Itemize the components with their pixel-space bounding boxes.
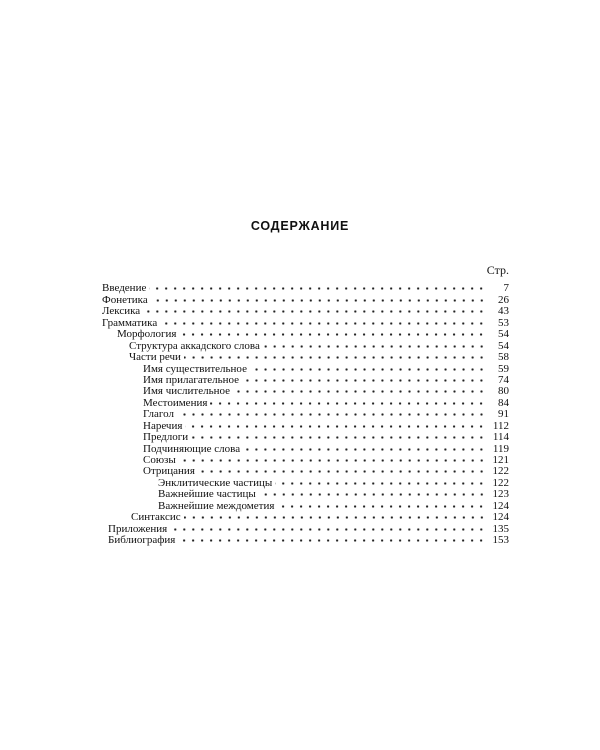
dot-leader <box>149 280 486 291</box>
toc-entry-label: Имя числительное <box>143 386 233 397</box>
toc-entry-label: Предлоги <box>143 432 191 443</box>
table-of-contents <box>102 263 510 547</box>
toc-entry-page: 122 <box>486 466 510 477</box>
page-title: СОДЕРЖАНИЕ <box>250 219 350 233</box>
toc-entry-vvedenie <box>102 280 510 295</box>
dot-leader <box>191 429 486 440</box>
toc-entry-label: Местоимения <box>143 398 210 409</box>
toc-entry-page: 122 <box>486 478 510 489</box>
toc-entry-label: Энклитические частицы <box>158 478 275 489</box>
dot-leader <box>179 326 486 337</box>
toc-entry-label: Глагол <box>143 409 177 420</box>
toc-entry-page: 80 <box>486 386 510 397</box>
toc-entry-label: Синтаксис <box>117 512 184 523</box>
toc-entry-vazhneyshie-chasticy <box>102 486 510 501</box>
dot-leader <box>177 406 486 417</box>
toc-entry-page: 123 <box>486 489 510 500</box>
dot-leader <box>143 303 486 314</box>
dot-leader <box>243 440 486 451</box>
dot-leader <box>259 486 486 497</box>
toc-entry-leksika <box>102 303 510 318</box>
toc-entry-label: Части речи <box>129 352 184 363</box>
dot-leader <box>233 383 486 394</box>
dot-leader <box>250 360 486 371</box>
page-column-header: Стр. <box>486 263 509 277</box>
toc-list <box>102 280 510 547</box>
toc-entry-label: Морфология <box>117 329 179 340</box>
toc-entry-label: Введение <box>102 283 149 294</box>
toc-entry-page: 135 <box>486 524 510 535</box>
toc-entry-page: 58 <box>486 352 510 363</box>
toc-entry-page: 124 <box>486 501 510 512</box>
dot-leader <box>185 417 486 428</box>
dot-leader <box>160 314 486 325</box>
toc-entry-label: Наречия <box>143 421 185 432</box>
toc-entry-page: 124 <box>486 512 510 523</box>
toc-entry-imya-prilag <box>102 372 510 386</box>
toc-entry-predlogi <box>102 429 510 444</box>
toc-entry-page: 91 <box>486 409 510 420</box>
dot-leader <box>263 337 486 348</box>
toc-entry-label: Лексика <box>102 306 143 317</box>
toc-entry-glagol <box>102 406 510 421</box>
toc-entry-page: 54 <box>486 341 510 352</box>
toc-entry-label: Фонетика <box>102 295 151 306</box>
toc-entry-page: 74 <box>486 375 510 386</box>
dot-leader <box>198 463 486 474</box>
toc-entry-imya-chisl <box>102 383 510 398</box>
toc-entry-soyuzy <box>102 452 510 466</box>
toc-entry-page: 54 <box>486 329 510 340</box>
toc-entry-page: 59 <box>486 364 510 375</box>
toc-entry-label: Имя прилагательное <box>143 375 242 386</box>
dot-leader <box>242 372 486 383</box>
dot-leader <box>178 532 486 543</box>
toc-entry-page: 114 <box>486 432 510 443</box>
toc-entry-page: 112 <box>486 421 510 432</box>
dot-leader <box>275 474 486 485</box>
toc-entry-fonetika <box>102 291 510 306</box>
toc-entry-page: 43 <box>486 306 510 317</box>
toc-entry-otricaniya <box>102 463 510 478</box>
toc-entry-bibliografiya <box>102 532 510 547</box>
toc-entry-label: Имя существительное <box>143 364 250 375</box>
toc-entry-mestoimeniya <box>102 394 510 409</box>
toc-entry-page: 153 <box>486 535 510 546</box>
toc-entry-page: 119 <box>486 444 510 455</box>
toc-entry-label: Структура аккадского слова <box>129 341 263 352</box>
toc-entry-grammatika <box>102 314 510 329</box>
dot-leader <box>210 394 486 405</box>
toc-entry-sintaksis <box>102 509 510 524</box>
toc-entry-enkliticheskie <box>102 474 510 489</box>
toc-entry-page: 121 <box>486 455 510 466</box>
toc-entry-label: Важнейшие междометия <box>158 501 277 512</box>
toc-entry-label: Важнейшие частицы <box>158 489 259 500</box>
toc-entry-page: 26 <box>486 295 510 306</box>
dot-leader <box>277 497 486 508</box>
toc-entry-label: Союзы <box>143 455 179 466</box>
dot-leader <box>151 291 486 302</box>
toc-entry-label: Библиография <box>102 535 178 546</box>
toc-entry-label: Подчиняющие слова <box>143 444 243 455</box>
toc-entry-label: Приложения <box>102 524 170 535</box>
toc-entry-page: 84 <box>486 398 510 409</box>
toc-entry-page: 7 <box>486 283 510 294</box>
toc-entry-vazhneyshie-mezhdometiya <box>102 497 510 512</box>
toc-entry-label: Грамматика <box>102 318 160 329</box>
toc-entry-page: 53 <box>486 318 510 329</box>
toc-entry-chasti-rechi <box>102 349 510 364</box>
toc-entry-morfologiya <box>102 326 510 341</box>
toc-entry-label: Отрицания <box>143 466 198 477</box>
dot-leader <box>170 520 486 531</box>
